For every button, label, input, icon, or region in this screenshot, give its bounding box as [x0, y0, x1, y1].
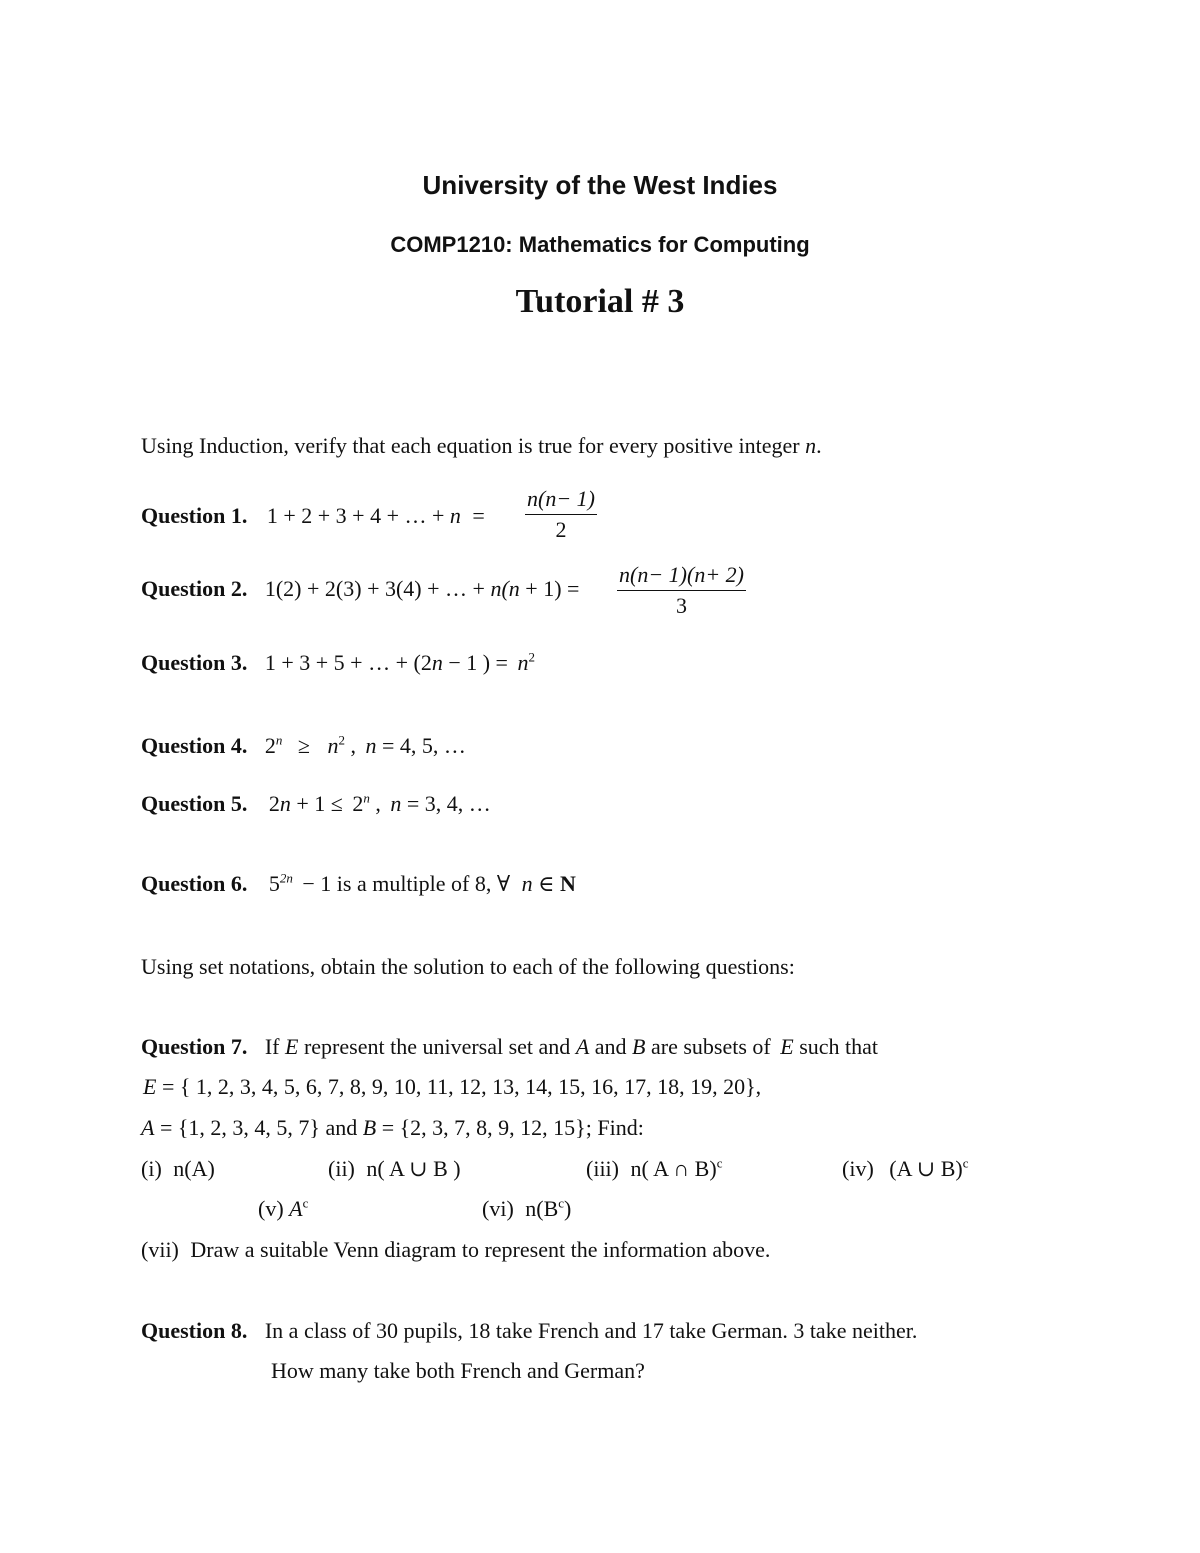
sets-instructions: Using set notations, obtain the solution to each of the following questions: [141, 954, 795, 979]
question-7-part-ii: (ii) n( A ∪ B ) [328, 1156, 461, 1181]
question-7-part-vi: (vi) $n(B^c)$ [482, 1195, 572, 1221]
institution-title: University of the West Indies [422, 170, 778, 200]
question-7-part-v: (v) $A^c$ [258, 1195, 309, 1221]
question-7-label: Question 7. [141, 1034, 248, 1059]
tutorial-title: Tutorial # 3 [515, 283, 685, 320]
question-2: Question 2. 1(2) + 2(3) + 3(4) + … + n(n + 1) = [141, 576, 580, 601]
question-7-part-iii: (iii) n( A ∩ B)$^c$ [586, 1155, 723, 1181]
question-2-fraction: $\frac{n(n- 1)(n+ 2)}{3}$ [619, 562, 744, 618]
question-7-part-vii: (vii) Draw a suitable Venn diagram to represent the information above. [141, 1237, 771, 1262]
question-5-label: Question 5. [141, 791, 248, 816]
question-7-part-iv: (iv) (A ∪ B)$^c$ [842, 1155, 969, 1181]
question-7-sets-a-b: A = {1, 2, 3, 4, 5, 7} and B = {2, 3, 7, 8, 9, 12, 15}; Find: [141, 1115, 644, 1140]
question-4: Question 4. $2^n \ge n^2$ , n = 4, 5, … [141, 732, 466, 758]
question-7-line-1: Question 7. If E represent the universal set and A and B are subsets of E such that [141, 1034, 879, 1059]
question-1-label: Question 1. [141, 503, 248, 528]
question-6: Question 6. $5^{2n} - 1$ is a multiple of 8, ∀ n ∈ N [141, 870, 576, 896]
question-3: Question 3. 1 + 3 + 5 + … + (2n − 1 ) = $n^2$ [141, 649, 535, 675]
question-8-label: Question 8. [141, 1318, 248, 1343]
question-3-label: Question 3. [141, 650, 248, 675]
question-1-fraction: $\frac{n(n- 1)}{2}$ [527, 486, 595, 542]
question-4-label: Question 4. [141, 733, 248, 758]
question-2-label: Question 2. [141, 576, 248, 601]
question-7-part-i: (i) n(A) [141, 1156, 215, 1181]
question-8-line-1: Question 8. In a class of 30 pupils, 18 take French and 17 take German. 3 take neither. [141, 1318, 918, 1343]
course-title: COMP1210: Mathematics for Computing [390, 232, 810, 257]
question-5: Question 5. 2n + 1 ≤ 2$^n$ , n = 3, 4, … [141, 790, 491, 816]
question-1: Question 1. 1 + 2 + 3 + 4 + … + n = [141, 503, 485, 528]
question-6-label: Question 6. [141, 871, 248, 896]
question-7-universal-set: E = { 1, 2, 3, 4, 5, 6, 7, 8, 9, 10, 11, 12, 13, 14, 15, 16, 17, 18, 19, 20}, [143, 1074, 762, 1099]
question-8-line-2: How many take both French and German? [271, 1358, 645, 1383]
induction-instructions: Using Induction, verify that each equation is true for every positive integer n. [141, 433, 822, 458]
